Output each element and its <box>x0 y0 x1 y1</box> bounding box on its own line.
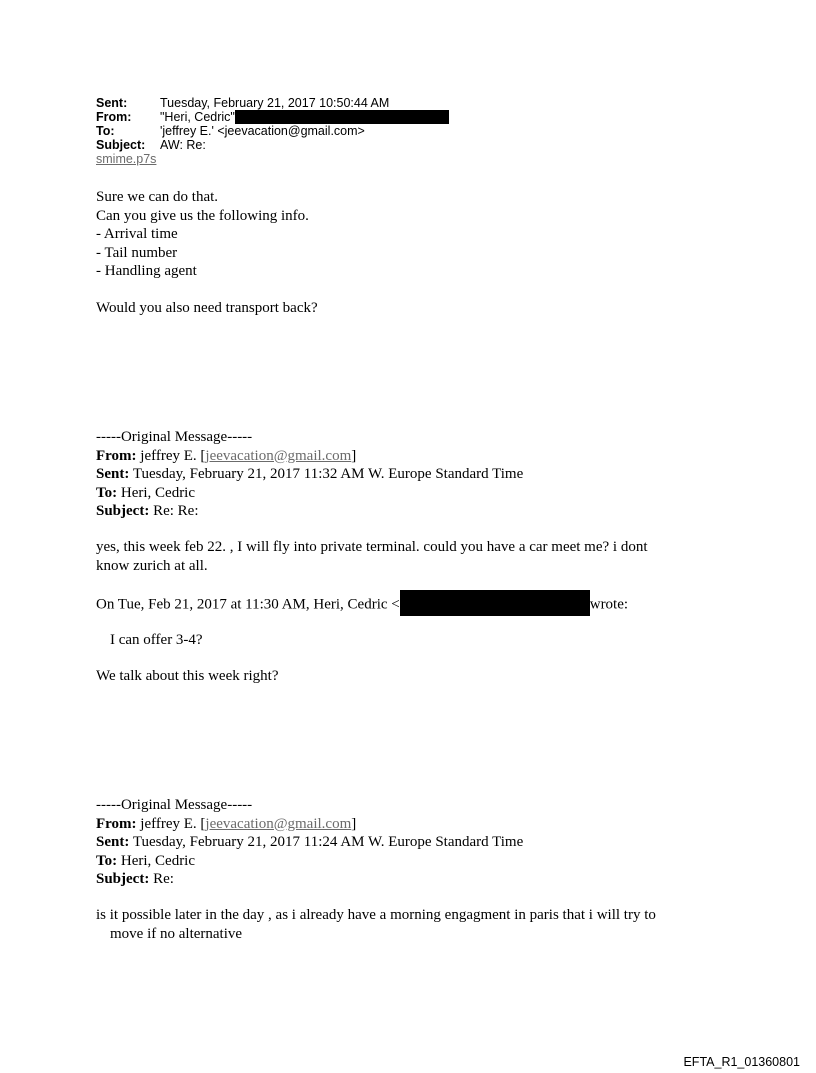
body-line: - Arrival time <box>96 226 178 242</box>
attachment-link[interactable]: smime.p7s <box>96 152 157 166</box>
original-message-2 <box>96 796 523 889</box>
email-header <box>96 96 390 166</box>
subject-value: Re: Re: <box>153 503 199 519</box>
quote-week: We talk about this week right? <box>96 668 279 684</box>
quote-intro-line <box>96 594 628 616</box>
original-separator: -----Original Message----- <box>96 429 253 445</box>
body-line: - Tail number <box>96 244 178 261</box>
subject-value: Re: <box>153 871 174 887</box>
body-line: Would you also need transport back? <box>96 300 318 316</box>
to-label: To: <box>96 124 115 138</box>
subject-label: Subject: <box>96 138 146 152</box>
subject-value: AW: Re: <box>160 138 206 152</box>
original-from <box>96 447 523 466</box>
to-row <box>96 124 365 138</box>
original-sent <box>96 465 523 484</box>
from-row <box>96 110 235 124</box>
body-line: Can you give us the following info. <box>96 207 309 224</box>
redaction-block <box>235 110 449 124</box>
from-label: From: <box>96 815 137 832</box>
email-link[interactable]: jeevacation@gmail.com <box>205 815 352 832</box>
subject-label: Subject: <box>96 503 150 519</box>
attachment-row <box>96 152 156 166</box>
from-bracket: ] <box>351 447 357 464</box>
from-name: jeffrey E. [ <box>140 815 206 832</box>
original-message-1 <box>96 428 523 521</box>
sent-label: Sent: <box>96 466 130 482</box>
email-link[interactable]: jeevacation@gmail.com <box>205 447 352 464</box>
original-from <box>96 815 523 834</box>
to-value: 'jeffrey E.' <jeevacation@gmail.com> <box>160 124 365 138</box>
to-value: Heri, Cedric <box>120 484 196 501</box>
original-subject <box>96 502 523 521</box>
document-id: EFTA_R1_01360801 <box>683 1055 800 1069</box>
body-line: Sure we can do that. <box>96 189 219 205</box>
from-value-wrap <box>160 110 449 124</box>
body-line: move if no alternative <box>110 925 243 942</box>
sent-value: Tuesday, February 21, 2017 11:32 AM W. Europe Standard Time <box>132 466 524 482</box>
sent-value: Tuesday, February 21, 2017 11:24 AM W. Europe Standard Time <box>132 834 524 850</box>
body-line: is it possible later in the day , as i already have a morning engagment in paris that i will try to <box>96 907 656 923</box>
message-2-body <box>96 906 656 943</box>
sent-label: Sent: <box>96 834 130 850</box>
quote-intro: On Tue, Feb 21, 2017 at 11:30 AM, Heri, Cedric < <box>96 596 400 613</box>
original-to <box>96 852 523 871</box>
sent-row <box>96 96 390 110</box>
sent-label: Sent: <box>96 96 128 110</box>
quote-offer: I can offer 3-4? <box>110 632 203 648</box>
from-value: "Heri, Cedric" <box>160 110 235 124</box>
to-label: To: <box>96 852 118 869</box>
body-line: - Handling agent <box>96 263 197 279</box>
body-line: yes, this week feb 22. , I will fly into private terminal. could you have a car meet me? i dont <box>96 539 648 555</box>
from-label: From: <box>96 110 132 124</box>
original-sent <box>96 833 523 852</box>
original-separator: -----Original Message----- <box>96 797 253 813</box>
from-bracket: ] <box>351 815 357 832</box>
sent-value: Tuesday, February 21, 2017 10:50:44 AM <box>160 96 390 110</box>
from-name: jeffrey E. [ <box>140 447 206 464</box>
original-subject <box>96 870 523 889</box>
subject-label: Subject: <box>96 871 150 887</box>
message-1-body <box>96 538 648 575</box>
reply-body <box>96 188 318 318</box>
quote-wrote: wrote: <box>589 596 629 613</box>
original-to <box>96 484 523 503</box>
subject-row <box>96 138 206 152</box>
redaction-block <box>400 590 590 616</box>
to-label: To: <box>96 484 118 501</box>
from-label: From: <box>96 447 137 464</box>
body-line: know zurich at all. <box>96 557 208 574</box>
to-value: Heri, Cedric <box>120 852 196 869</box>
